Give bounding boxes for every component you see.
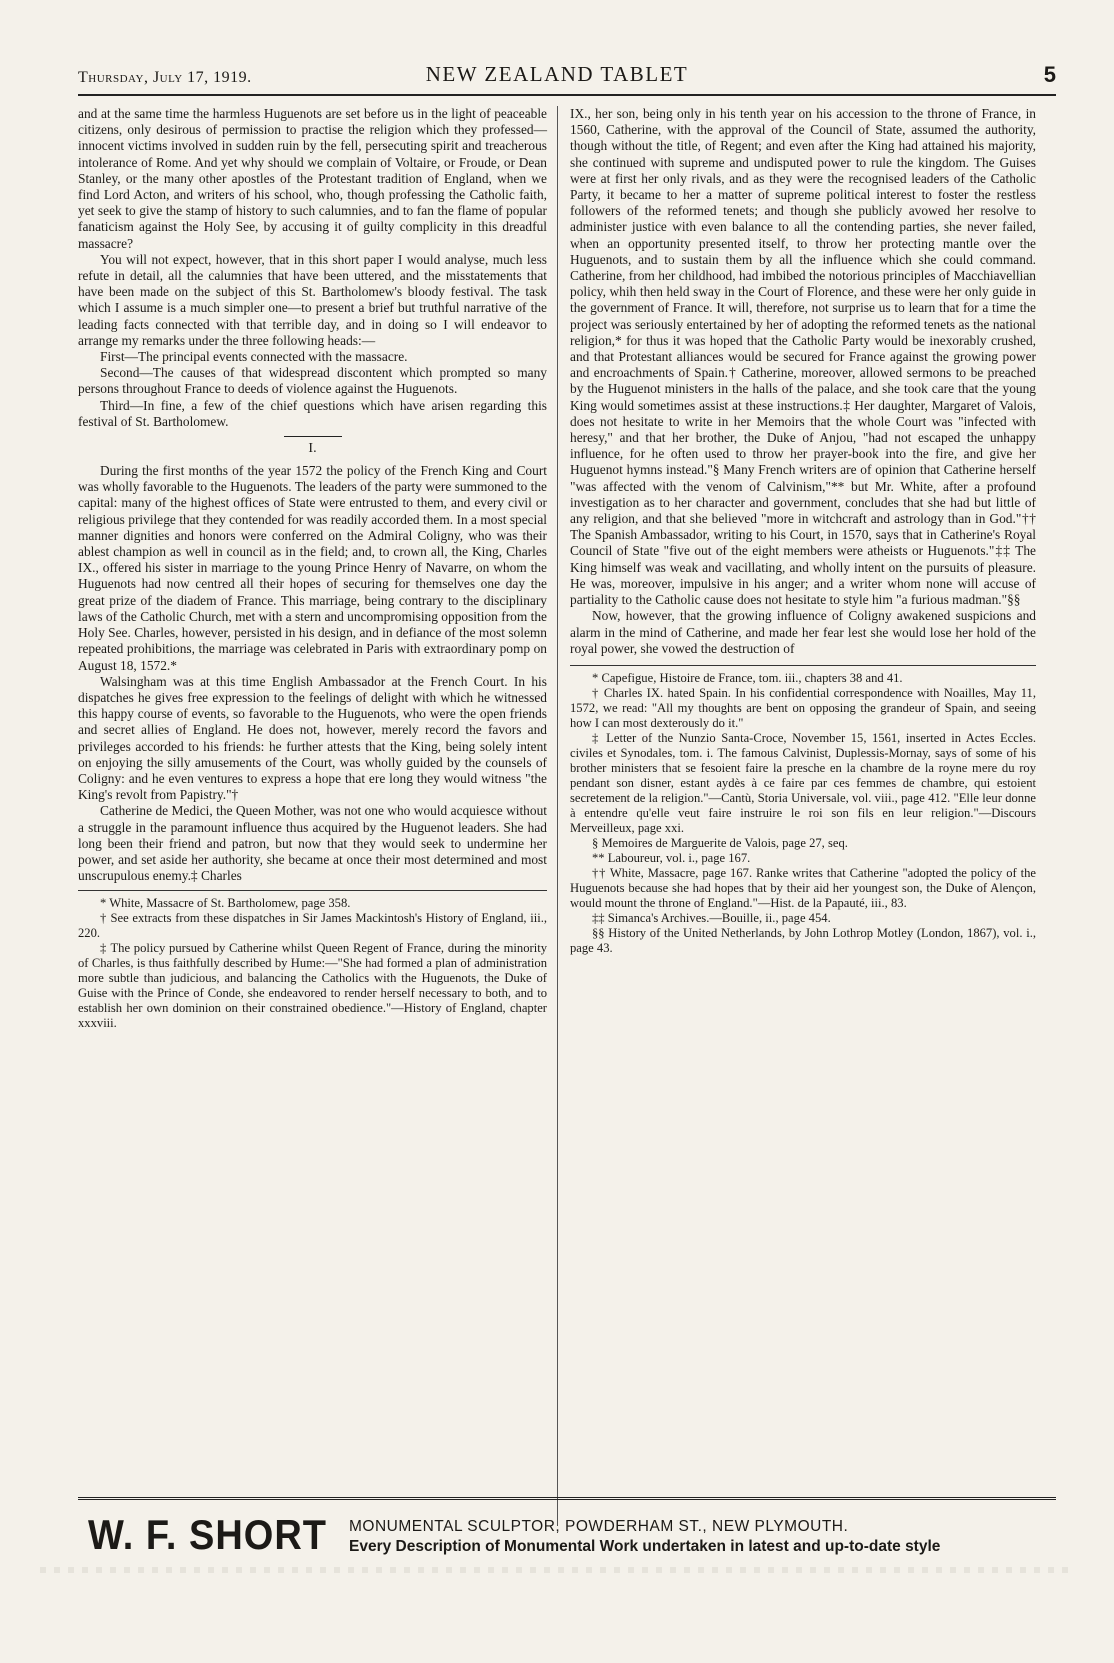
footnote: ‡‡ Simanca's Archives.—Bouille, ii., page 454. — [592, 910, 831, 925]
paragraph: Now, however, that the growing influence of Coligny awakened suspicions and alarm in the mind of Catherine, and made her fear lest she would lose her hold of the royal power, she vowed the destruction of — [570, 608, 1036, 656]
paragraph: IX., her son, being only in his tenth year on his accession to the throne of France, in 1560, Catherine, with the approval of the Council of State, assumed the authority, though without the title, of Regent; and even after the King had attained his majority, she continued with supreme and undisputed power to rule the kingdom. The Guises were at first her only rivals, and as they were the recognised leaders of the Catholic Party, it became to her a matter of supreme political interest to foster the restless followers of the reformed tenets; and though she publicly avowed her resolve to administer justice with even balance to all the contending parties, she never failed, when an opportunity presented itself, to throw her protecting mantle over the Huguenots, and to sustain them by all the influence which she could command. Catherine, from her childhood, had imbibed the notorious principles of Macchiavellian policy, whih then held sway in the Court of Florence, and these were her only guide in the government of France. It will, therefore, not surprise us to learn that for a time the project was seriously entertained by her of adopting the reformed tenets as the national religion,* for thus it was hoped that the Catholic Party would be inexorably crushed, and that Protestant alliances would be secured for France against the growing power and encroachments of Spain.† Catherine, moreover, allowed sermons to be preached by the Huguenot ministers in the halls of the palace, and she took care that the young King would sometimes assist at these instructions.‡ Her daughter, Margaret of Valois, does not hesitate to write in her Memoirs that the whole Court was "infected with heresy," and that her brother, the Duke of Anjou, "had not escaped the unhappy influence, for he often used to throw her prayer-book into the fire, and give her Huguenot hymns instead."§ Many French writers are of opinion that Catherine herself "was affected with the venom of Calvinism,"** but Mr. White, after a profound investigation as to her character and government, concludes that she had but little of any religion, and that she believed "more in witchcraft and astrology than in God."†† The Spanish Ambassador, writing to his Court, in 1570, says that in Catherine's Royal Council of State "five out of the eight members were atheists or Huguenots."‡‡ The King himself was weak and vacillating, and wholly intent on the pursuits of pleasure. He was, moreover, impulsive in his anger; and a writer whom none will accuse of partiality to the Catholic cause does not hesitate to style him "a furious madman."§§ — [570, 106, 1036, 608]
section-heading: I. — [308, 441, 317, 457]
footer-rule — [78, 1497, 1056, 1500]
footnote: * Capefigue, Histoire de France, tom. iii., chapters 38 and 41. — [592, 670, 903, 685]
footnote: §§ History of the United Netherlands, by John Lothrop Motley (London, 1867), vol. i., page 43. — [570, 925, 1036, 955]
paragraph: Third—In fine, a few of the chief questions which have arisen regarding this festival of St. Bartholomew. — [78, 397, 547, 429]
scan-artifact — [40, 1567, 1074, 1573]
footnote: † Charles IX. hated Spain. In his confidential correspondence with Noailles, May 11, 1572, we read: "All my thoughts are bent on opposing the grandeur of Spain, and seeing how I can most dexterously do it." — [570, 685, 1036, 730]
advertisement-text — [349, 1518, 940, 1556]
paragraph: Walsingham was at this time English Ambassador at the French Court. In his dispatches he gives free expression to the feelings of delight with which he witnessed this happy course of events, so favorable to the Huguenots, who were the open friends and secret allies of England. He does not, however, merely record the favors and privileges accorded to his friends: he further attests that the King, being solely intent on enjoying the silly amusements of the Court, was wholly guided by the counsels of Coligny: and he even ventures to express a hope that ere long they would witness "the King's revolt from Papistry."† — [78, 673, 547, 803]
right-column — [557, 106, 1036, 1526]
header-rule — [78, 94, 1056, 96]
header-date: Thursday, July 17, 1919. — [78, 69, 252, 86]
advertisement-line: Every Description of Monumental Work undertaken in latest and up-to-date style — [349, 1537, 941, 1555]
paragraph: First—The principal events connected with the massacre. — [100, 349, 408, 365]
paragraph: Catherine de Medici, the Queen Mother, was not one who would acquiesce without a struggle in the paramount influence thus acquired by the Huguenot leaders. She had long been their friend and patron, but now that they would seek to undermine her power, and set aside her authority, she became at once their most determined and most unscrupulous enemy.‡ Charles — [78, 803, 547, 884]
paragraph: and at the same time the harmless Huguenots are set before us in the light of peaceable citizens, only desirous of permission to practise the religion which they professed—innocent victims involved in sudden ruin by the fell, persecuting spirit and treacherous intolerance of Rome. And yet why should we complain of Voltaire, or Froude, or Dean Stanley, or the many other apostles of the Protestant tradition of England, when we find Lord Acton, and writers of his school, who, though professing the Catholic faith, yet seek to give the stamp of history to such calumnies, and to fan the flame of popular fanaticism against the Holy See, by accusing it of guilty complicity in this dreadful massacre? — [78, 106, 547, 251]
advertiser-name: W. F. SHORT — [88, 1512, 327, 1560]
paragraph: Second—The causes of that widespread discontent which prompted so many persons throughout France to deeds of violence against the Huguenots. — [78, 365, 547, 397]
footnote-divider — [78, 890, 547, 891]
section-divider — [284, 436, 342, 437]
advertisement — [88, 1512, 941, 1560]
masthead-title: NEW ZEALAND TABLET — [425, 62, 689, 86]
paragraph: During the first months of the year 1572 the policy of the French King and Court was wholly favorable to the Huguenots. The leaders of the party were summoned to the capital: many of the highest offices of State were entrusted to them, and every civil or religious privilege that they contended for was readily accorded them. In a most special manner dignities and honors were conferred on the Admiral Coligny, who was their ablest champion as well in council as in the field; and, to crown all, the King, Charles IX., offered his sister in marriage to the young Prince Henry of Navarre, on whom the Huguenots had now centred all their hopes of securing for themselves one day the great prize of the diadem of France. This marriage, being contrary to the disciplinary laws of the Catholic Church, met with a stern and uncompromising opposition from the Holy See. Charles, however, persisted in his design, and in defiance of the most solemn repeated prohibitions, the marriage was celebrated in Paris with extraordinary pomp on August 18, 1572.* — [78, 463, 547, 673]
page-number: 5 — [1043, 62, 1056, 87]
footnote: * White, Massacre of St. Bartholomew, page 358. — [100, 896, 351, 911]
footnote: ** Laboureur, vol. i., page 167. — [592, 850, 751, 865]
footnote-divider — [570, 665, 1036, 666]
footnote: § Memoires de Marguerite de Valois, page 27, seq. — [592, 835, 848, 850]
footnote: † See extracts from these dispatches in Sir James Mackintosh's History of England, iii., 220. — [78, 911, 547, 941]
paragraph: You will not expect, however, that in this short paper I would analyse, much less refute in detail, all the calumnies that have been uttered, and the misstatements that have been made on the subject of this St. Bartholomew's bloody festival. The task which I assume is a much simpler one—to present a brief but truthful narrative of the leading facts connected with that terrible day, and in doing so I will endeavor to arrange my remarks under the three following heads:— — [78, 251, 547, 348]
left-column — [78, 106, 557, 1526]
footnote: ‡ The policy pursued by Catherine whilst Queen Regent of France, during the minority of Charles, is thus faithfully described by Hume:—"She had formed a plan of administration more subtle than judicious, and balancing the Catholics with the Huguenots, the Duke of Guise with the Prince of Conde, she endeavored to render herself necessary to both, and to establish her own dominion on their constrained obedience."—History of England, chapter xxxviii. — [78, 941, 547, 1031]
advertisement-line: MONUMENTAL SCULPTOR, POWDERHAM ST., NEW PLYMOUTH. — [349, 1517, 849, 1535]
article-columns — [78, 106, 1056, 1526]
footnote: ‡ Letter of the Nunzio Santa-Croce, November 15, 1561, inserted in Actes Eccles. civiles et Synodales, tom. i. The famous Calvinist, Duplessis-Mornay, says of some of his brother ministers that se fesoient faire la presche en la chambre de la royne mere du roy pendant son disner, estant aydès à ce faire par ces femmes de chambre, qui estoient secretement de la religion."—Cantù, Storia Universale, vol. viii., page 412. "Elle leur donne à entendre qu'elle veut faire instruire le roi son fils en leur religion."—Discours Merveilleux, page xxi. — [570, 730, 1036, 835]
footnote: †† White, Massacre, page 167. Ranke writes that Catherine "adopted the policy of the Huguenots because she had hopes that by their aid her youngest son, the Duke of Alençon, would mount the throne of England."—Hist. de la Papauté, iii., 83. — [570, 865, 1036, 910]
